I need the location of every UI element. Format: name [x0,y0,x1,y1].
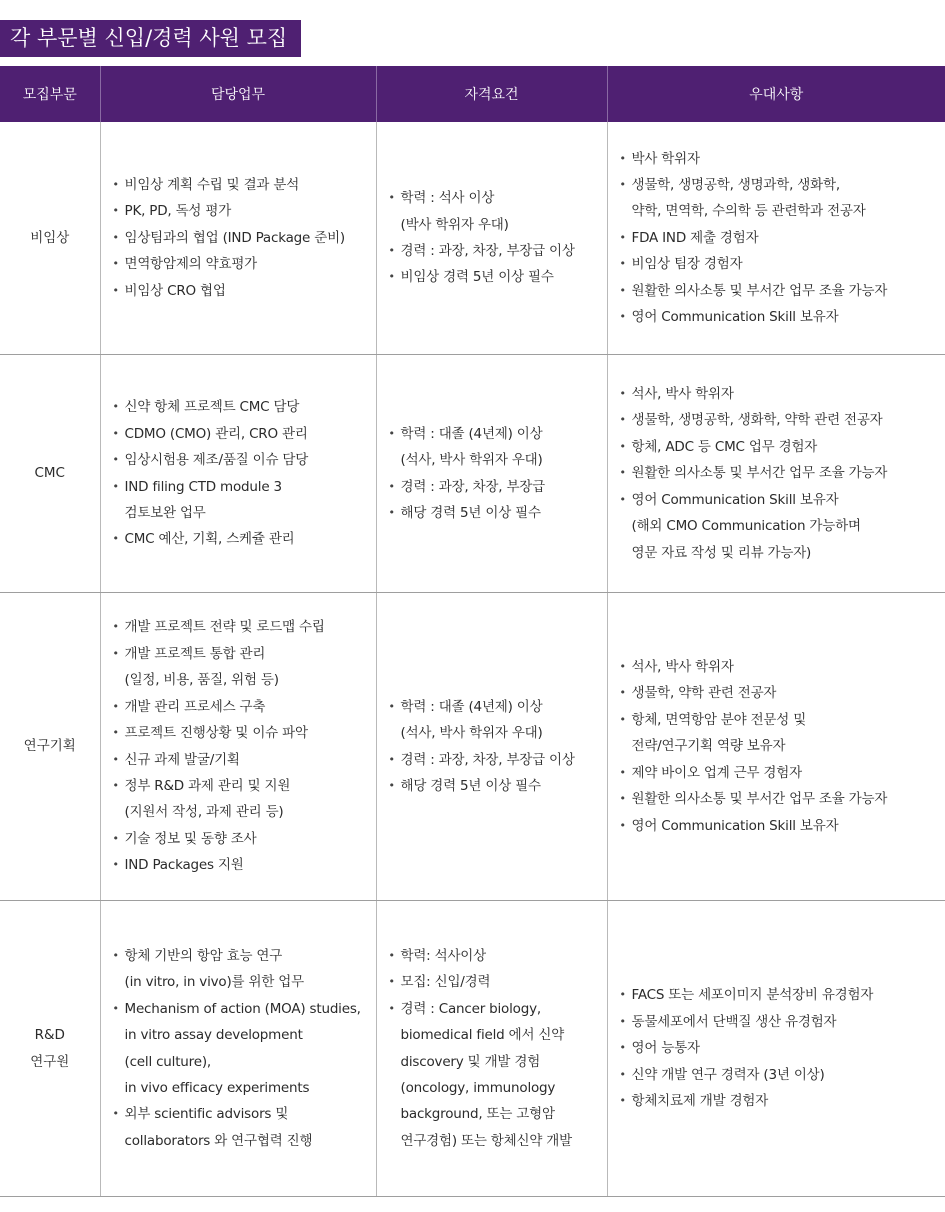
requirements-list [387,421,603,527]
requirements-cell [376,122,607,355]
department-cell [0,122,100,355]
duty-item: • 외부 scientific advisors 및 collaborators 와 연구협력 진행 [111,1101,372,1154]
preference-item: • 영어 능통자 [618,1035,942,1061]
table-row [0,593,945,901]
table-header-row [0,66,945,122]
preference-item: • 동물세포에서 단백질 생산 유경험자 [618,1009,942,1035]
preferences-list [618,982,942,1114]
requirement-item: • 경력 : Cancer biology, biomedical field 에서 신약 discovery 및 개발 경험 (oncology, immunology background, 또는 고형암 연구경험) 또는 항체신약 개발 [387,996,603,1154]
department-name: CMC [34,465,65,482]
duty-item: • 비임상 계획 수립 및 결과 분석 [111,172,372,198]
duty-item: • 정부 R&D 과제 관리 및 지원 (지원서 작성, 과제 관리 등) [111,773,372,826]
requirement-item: • 경력 : 과장, 차장, 부장급 [387,474,603,500]
duty-item: • IND Packages 지원 [111,852,372,878]
preference-item: • 항체, ADC 등 CMC 업무 경험자 [618,434,942,460]
preference-item: • 생물학, 생명공학, 생화학, 약학 관련 전공자 [618,407,942,433]
duties-list [111,614,372,878]
preference-item: • 원활한 의사소통 및 부서간 업무 조율 가능자 [618,786,942,812]
preferences-list [618,654,942,839]
requirements-cell [376,593,607,901]
duties-list [111,943,372,1154]
department-name: 비임상 [30,229,70,246]
duty-item: • 프로젝트 진행상황 및 이슈 파악 [111,720,372,746]
requirement-item: • 경력 : 과장, 차장, 부장급 이상 [387,238,603,264]
table-row [0,355,945,593]
table-row [0,901,945,1197]
duty-item: • 면역항암제의 약효평가 [111,251,372,277]
preferences-list [618,381,942,566]
preferences-list [618,146,942,331]
preference-item: • FDA IND 제출 경험자 [618,225,942,251]
requirement-item: • 해당 경력 5년 이상 필수 [387,773,603,799]
requirements-list [387,943,603,1154]
duty-item: • 항체 기반의 항암 효능 연구 (in vitro, in vivo)를 위한 업무 [111,943,372,996]
department-cell [0,901,100,1197]
preference-item: • 신약 개발 연구 경력자 (3년 이상) [618,1062,942,1088]
duty-item: • 기술 정보 및 동향 조사 [111,826,372,852]
duty-item: • CMC 예산, 기획, 스케쥴 관리 [111,526,372,552]
preferences-cell [607,593,945,901]
duties-cell [100,593,376,901]
duty-item: • 개발 프로젝트 전략 및 로드맵 수립 [111,614,372,640]
requirement-item: • 해당 경력 5년 이상 필수 [387,500,603,526]
duty-item: • 개발 관리 프로세스 구축 [111,694,372,720]
department-cell [0,355,100,593]
preference-item: • FACS 또는 세포이미지 분석장비 유경험자 [618,982,942,1008]
duty-item: • 신규 과제 발굴/기획 [111,747,372,773]
preference-item: • 비임상 팀장 경험자 [618,251,942,277]
preference-item: • 생물학, 약학 관련 전공자 [618,680,942,706]
preference-item: • 석사, 박사 학위자 [618,381,942,407]
preferences-cell [607,355,945,593]
preference-item: • 항체, 면역항암 분야 전문성 및 전략/연구기획 역량 보유자 [618,707,942,760]
duty-item: • 임상팀과의 협업 (IND Package 준비) [111,225,372,251]
preference-item: • 원활한 의사소통 및 부서간 업무 조율 가능자 [618,278,942,304]
duty-item: • CDMO (CMO) 관리, CRO 관리 [111,421,372,447]
preferences-cell [607,122,945,355]
preference-item: • 박사 학위자 [618,146,942,172]
duty-item: • 임상시험용 제조/품질 이슈 담당 [111,447,372,473]
page-title: 각 부문별 신입/경력 사원 모집 [0,20,301,57]
duty-item: • IND filing CTD module 3 검토보완 업무 [111,474,372,527]
preference-item: • 영어 Communication Skill 보유자 [618,304,942,330]
requirement-item: • 경력 : 과장, 차장, 부장급 이상 [387,747,603,773]
preference-item: • 제약 바이오 업계 근무 경험자 [618,760,942,786]
requirement-item: • 학력 : 석사 이상 (박사 학위자 우대) [387,185,603,238]
requirements-list [387,185,603,291]
preference-item: • 생물학, 생명공학, 생명과학, 생화학, 약학, 면역학, 수의학 등 관련학과 전공자 [618,172,942,225]
header-department: 모집부문 [0,66,100,122]
requirement-item: • 비임상 경력 5년 이상 필수 [387,264,603,290]
duties-list [111,172,372,304]
requirement-item: • 학력: 석사이상 [387,943,603,969]
header-duties: 담당업무 [100,66,376,122]
duty-item: • Mechanism of action (MOA) studies, in vitro assay development (cell culture), in vivo efficacy experiments [111,996,372,1102]
department-name: 연구기획 [23,738,76,755]
preference-item: • 영어 Communication Skill 보유자 [618,813,942,839]
duties-cell [100,355,376,593]
department-name: R&D 연구원 [30,1027,70,1070]
requirement-item: • 학력 : 대졸 (4년제) 이상 (석사, 박사 학위자 우대) [387,694,603,747]
duties-list [111,394,372,552]
recruitment-table [0,66,945,1197]
duties-cell [100,901,376,1197]
requirement-item: • 학력 : 대졸 (4년제) 이상 (석사, 박사 학위자 우대) [387,421,603,474]
department-cell [0,593,100,901]
header-requirements: 자격요건 [376,66,607,122]
preference-item: • 항체치료제 개발 경험자 [618,1088,942,1114]
preference-item: • 영어 Communication Skill 보유자 (해외 CMO Communication 가능하며 영문 자료 작성 및 리뷰 가능자) [618,487,942,566]
duty-item: • PK, PD, 독성 평가 [111,198,372,224]
preferences-cell [607,901,945,1197]
table-row [0,122,945,355]
preference-item: • 석사, 박사 학위자 [618,654,942,680]
duties-cell [100,122,376,355]
requirements-cell [376,901,607,1197]
requirements-list [387,694,603,800]
requirement-item: • 모집: 신입/경력 [387,969,603,995]
duty-item: • 비임상 CRO 협업 [111,278,372,304]
duty-item: • 개발 프로젝트 통합 관리 (일정, 비용, 품질, 위험 등) [111,641,372,694]
preference-item: • 원활한 의사소통 및 부서간 업무 조율 가능자 [618,460,942,486]
header-preferences: 우대사항 [607,66,945,122]
duty-item: • 신약 항체 프로젝트 CMC 담당 [111,394,372,420]
requirements-cell [376,355,607,593]
